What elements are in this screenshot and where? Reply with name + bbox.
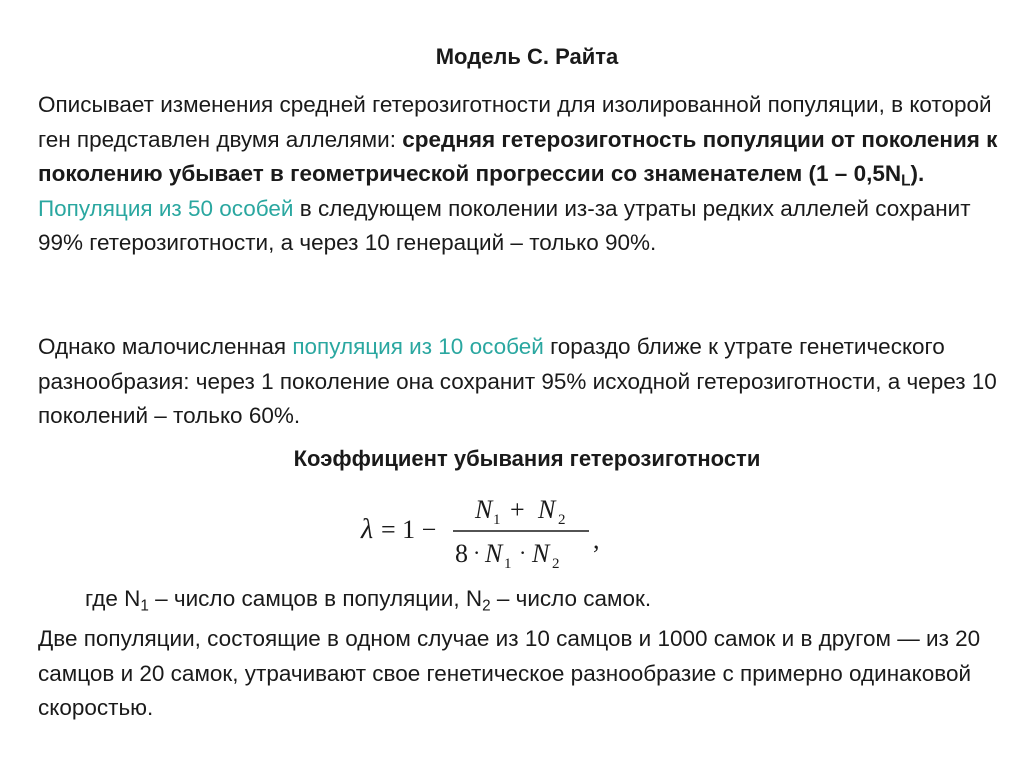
conclusion-paragraph bbox=[38, 622, 1003, 726]
example-10-text-start: Однако малочисленная bbox=[38, 334, 293, 359]
conclusion-text: Две популяции, состоящие в одном случае из 10 самцов и 1000 самок и в другом — из 20 самцов и 20 самок, утрачивают свое генетическое разнообразие с примерно одинаковой скоростью. bbox=[38, 626, 981, 720]
formula-eq: = 1 − bbox=[381, 515, 437, 544]
formula-den-dot2: · bbox=[519, 540, 527, 565]
example-50-text: в следующем поколении из-за утраты редких аллелей сохранит 99% гетерозиготности, а через 10 генераций – только 90%. bbox=[38, 195, 971, 255]
formula-den-n1: N bbox=[485, 539, 503, 568]
example-50 bbox=[38, 192, 1003, 261]
example-10-paragraph bbox=[38, 330, 1003, 434]
formula-num-n1: N bbox=[475, 495, 493, 524]
intro-bold-text: средняя гетерозиготность популяции от поколения к поколению убывает в геометрической прогрессии со знаменателем (1 – 0,5N bbox=[38, 126, 998, 186]
formula-comma: , bbox=[593, 525, 600, 554]
legend-text-3: – число самок. bbox=[490, 586, 652, 611]
legend-text-2: – число самцов в популяции, N bbox=[148, 586, 483, 611]
example-10-accent: популяция из 10 особей bbox=[292, 334, 544, 359]
intro-text: Описывает изменения средней гетерозиготности для изолированной популяции, в которой ген представлен двумя аллелями: bbox=[38, 92, 992, 152]
formula-num-n2: N bbox=[538, 495, 556, 524]
formula-den-dot1: · bbox=[473, 540, 481, 565]
formula-den-n2: N bbox=[532, 539, 550, 568]
formula-num-n1-sub: 1 bbox=[493, 512, 501, 528]
intro-bold-subscript: L bbox=[901, 172, 911, 190]
example-10-text-end: гораздо ближе к утрате генетического разнообразия: через 1 поколение она сохранит 95% исходной гетерозиготности, а через 10 поколений – только 60%. bbox=[38, 334, 997, 428]
slide-title: Модель С. Райта bbox=[435, 44, 619, 69]
formula-den-8: 8 bbox=[455, 539, 468, 568]
formula-num-plus: + bbox=[510, 495, 525, 524]
formula-heading: Коэффициент убывания гетерозиготности bbox=[293, 446, 761, 471]
formula-den-n1-sub: 1 bbox=[504, 556, 512, 572]
formula-lambda: λ bbox=[361, 514, 374, 545]
example-50-accent: Популяция из 50 особей bbox=[38, 195, 294, 221]
legend-sub-2: 2 bbox=[482, 597, 491, 615]
formula-den-n2-sub: 2 bbox=[552, 556, 560, 572]
formula-num-n2-sub: 2 bbox=[558, 512, 566, 528]
legend-text-1: где N bbox=[85, 586, 141, 611]
formula-legend bbox=[85, 582, 651, 616]
intro-paragraph bbox=[38, 88, 1003, 261]
legend-sub-1: 1 bbox=[140, 597, 149, 615]
intro-bold-end: ). bbox=[910, 161, 925, 186]
formula bbox=[355, 488, 615, 578]
formula-svg bbox=[355, 488, 615, 578]
